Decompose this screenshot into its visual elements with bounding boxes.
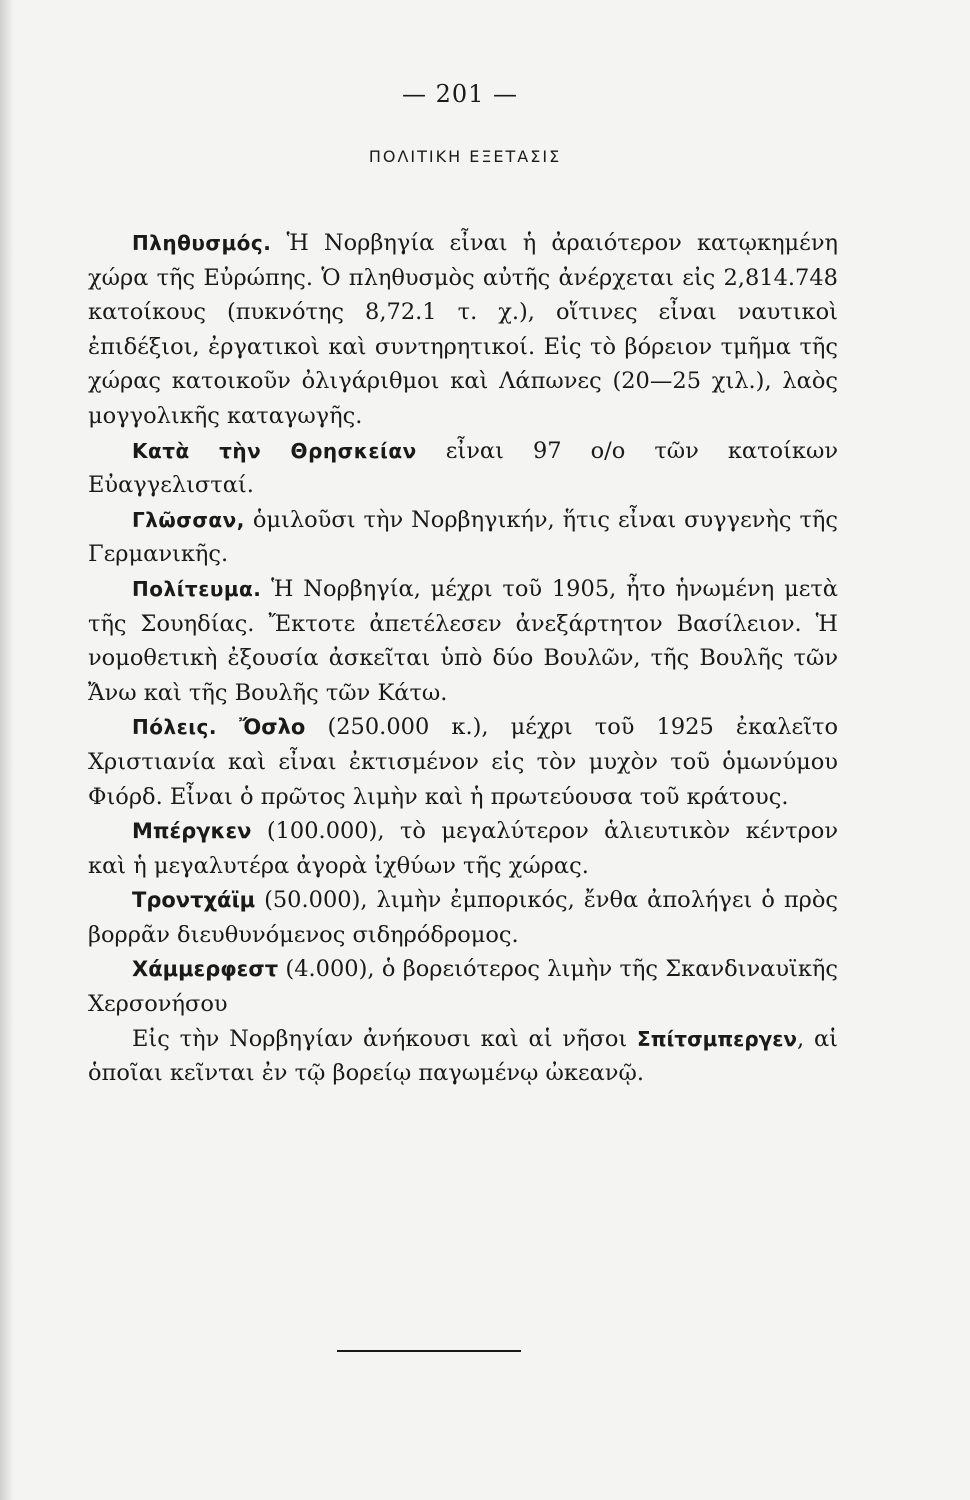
text-population: Ἡ Νορβηγία εἶναι ἡ ἀραιότερον κατῳκημένη χώρα τῆς Εὐρώπης. Ὁ πληθυσμὸς αὐτῆς ἀνέρχεται εἰς 2,814.748 κατοίκους (πυκνότης 8,72.1 τ. χ.), οἵτινες εἶναι ναυτικοὶ ἐπιδέξιοι, ἐργατικοὶ καὶ συντηρητικοί. Εἰς τὸ βόρειον τμῆμα τῆς χώρας κατοικοῦν ὀλιγάριθμοι καὶ Λάπωνες (20—25 χιλ.), λαὸς μογγολικῆς καταγωγῆς. [88, 230, 838, 429]
running-head: ΠΟΛΙΤΙΚΗ ΕΞΕΤΑΣΙΣ [368, 147, 562, 166]
paragraph-religion [88, 434, 838, 503]
text-islands-2: , αἱ ὁποῖαι κεῖνται ἐν τῷ βορείῳ παγωμένῳ ὠκεανῷ. [88, 1025, 838, 1087]
text-government: Ἡ Νορβηγία, μέχρι τοῦ 1905, ἦτο ἡνωμένη μετὰ τῆς Σουηδίας. Ἔκτοτε ἀπετέλεσεν ἀνεξάρτητον Βασίλειον. Ἡ νομοθετικὴ ἐξουσία ἀσκεῖται ὑπὸ δύο Βουλῶν, τῆς Βουλῆς τῶν Ἄνω καὶ τῆς Βουλῆς τῶν Κάτω. [88, 575, 838, 706]
text-islands-1: Εἰς τὴν Νορβηγίαν ἀνήκουσι καὶ αἱ νῆσοι [132, 1025, 638, 1052]
heading-religion: Κατὰ τὴν Θρησκείαν [132, 438, 417, 463]
paragraph-trondheim [88, 883, 838, 952]
paragraph-government [88, 572, 838, 710]
paragraph-population [88, 226, 838, 434]
heading-cities: Πόλεις. [132, 715, 218, 740]
heading-language: Γλῶσσαν, [132, 507, 245, 532]
city-oslo: Ὄσλο [239, 715, 306, 740]
paragraph-oslo [88, 710, 838, 814]
city-hammerfest: Χάμμερφεστ [132, 957, 279, 982]
text-religion: εἶναι 97 ο/ο τῶν κατοίκων Εὐαγγελισταί. [88, 437, 838, 499]
paragraph-bergen [88, 814, 838, 883]
paragraph-language [88, 503, 838, 572]
city-bergen: Μπέργκεν [132, 819, 252, 844]
heading-government: Πολίτευμα. [132, 576, 262, 601]
text-bergen: (100.000), τὸ μεγαλύτερον ἁλιευτικὸν κέντρον καὶ ἡ μεγαλυτέρα ἀγορὰ ἰχθύων τῆς χώρας. [88, 818, 838, 879]
paragraph-islands [88, 1022, 838, 1091]
text-language: ὁμιλοῦσι τὴν Νορβηγικήν, ἥτις εἶναι συγγενὴς τῆς Γερμανικῆς. [88, 506, 838, 568]
heading-population: Πληθυσμός. [132, 231, 272, 255]
text-oslo: (250.000 κ.), μέχρι τοῦ 1925 ἐκαλεῖτο Χριστιανία καὶ εἶναι ἐκτισμένον εἰς τὸν μυχὸν τοῦ ὁμωνύμου Φιόρδ. Εἶναι ὁ πρῶτος λιμὴν καὶ ἡ πρωτεύουσα τοῦ κράτους. [88, 714, 838, 810]
text-trondheim: (50.000), λιμὴν ἐμπορικός, ἔνθα ἀπολήγει ὁ πρὸς βορρᾶν διευθυνόμενος σιδηρόδρομος. [88, 887, 838, 948]
city-trondheim: Τροντχάϊμ [132, 888, 256, 913]
page-number: — 201 — [401, 80, 519, 108]
body-text [88, 226, 838, 1091]
page-edge [0, 0, 14, 1500]
footer-rule [337, 1350, 521, 1352]
paragraph-hammerfest [88, 952, 838, 1021]
name-spitsbergen: Σπίτσμπεργεν [637, 1026, 798, 1051]
text-hammerfest: (4.000), ὁ βορειότερος λιμὴν τῆς Σκανδιναυϊκῆς Χερσονήσου [88, 956, 838, 1018]
